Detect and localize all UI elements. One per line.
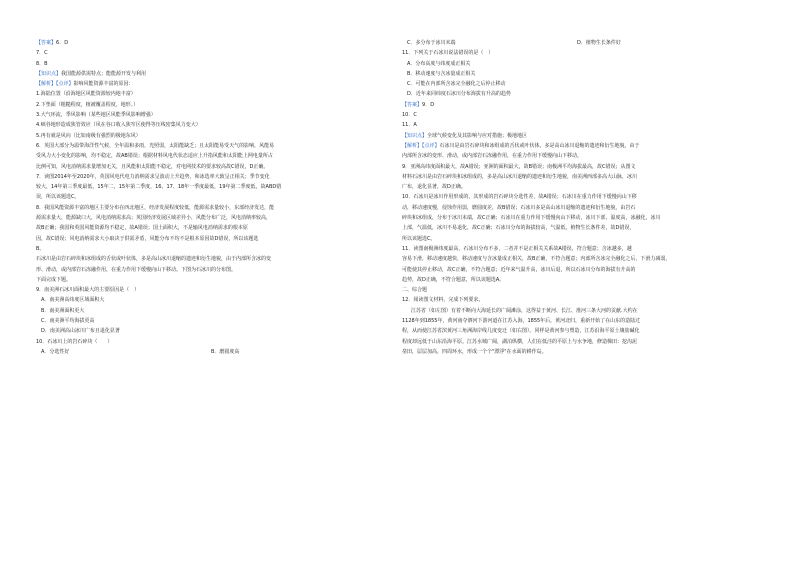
option-11d: D．近年来同纬度石冰川分布海拔有升高的趋势 (407, 91, 511, 98)
options-10-row-2 (402, 38, 757, 48)
text-line: 2.下垫面（粗糙程度，植被覆盖程度，地形。） (36, 101, 139, 108)
text-line: 材料石冰川是由岩石碎块和冰组成的，多是高山冰川退缩的遗迹和衍生地貌，南美洲西部多高大山脉，冰川 (402, 173, 638, 180)
option-11c: C．可能在内部所含冰完全融化之后停止移动 (407, 81, 506, 88)
text-line: 碎块和冰组成，分布于冰川末端，故C正确；石冰川在重力作用下缓慢向山下移动，冰川下部，温度高，冰融化，冰川 (402, 215, 661, 222)
answer-tag: 【答案】 (36, 40, 57, 46)
answer-line: 【答案】9．D (402, 101, 435, 108)
text-line: 趋势，故D正确，不符合题意，所以该题选A。 (402, 276, 505, 283)
analysis-line: 【解析】【点评】影响风能资源丰富的原因： (36, 81, 134, 88)
text-line: 4.峡谷地形造成狭管效应（风在谷口收入狭窄区使得等压线密集风力变大） (36, 122, 201, 129)
right-column (402, 38, 757, 357)
text-line: 6．英国大部分为温带海洋性气候，全年温和多雨，光照弱，太阳能缺乏；且太阳能易受天气的影响，风能易 (36, 142, 275, 149)
option-9d: D．南美洲高山冰川广布且退化显著 (41, 328, 120, 335)
text-line: 容易下滑，移动速度越快，移动速度与含冰量成正相关，故B正确，不符合题意；内部所含冰完全融化之后，下滑力减弱， (402, 256, 671, 263)
option-10c: C．多分布于冰川末端 (407, 40, 456, 46)
answer-line: 【答案】6．D (36, 40, 69, 46)
text-line: 5.再有就是风向（比如南极有强烈的极地东风） (36, 132, 141, 139)
passage-line: 程，从而使江苏省滨黄河三角洲海岸线几度变迁（如右图）。同样是黄河参与塑造，江苏沿海平原土壤盐碱化 (402, 328, 640, 335)
question-10: 10．石冰川上的岩石碎块（ ） (36, 338, 113, 345)
answer-tag: 【答案】 (402, 101, 423, 108)
text-line: 因，故C错误；风电消纳需求大小取决于供需矛盾，风能分布不均不是根本原因故D错误，所以该题选 (36, 235, 259, 242)
option-11b: B．移动速度与含冰量成正相关 (407, 70, 476, 77)
option-10a: A．分选性好 (41, 348, 70, 355)
text-line: 下面完成下题。 (36, 276, 72, 283)
text-line: B。 (36, 245, 45, 252)
text-line: 10．石冰川是冰川作用形成的，其形成的岩石碎块分选性差，故A错误；石冰川在重力作用下缓慢向山下移 (402, 194, 637, 201)
passage-line: 江苏省（如左图）有着不断向大海延长的广阔滩涂，这得益于黄河、长江、淮河三条大河的贡献.大约在 (411, 307, 638, 314)
text-line: 石冰川是由岩石碎块和冰组成的舌状或叶状体，多是高山冰川退缩的遗迹和衍生地貌，由于内部所含冰的变 (36, 256, 272, 263)
text-line: 7．读图2014年至2020年，英国风电代电力消纳需求呈波动上升趋势，和冰选率大致呈正相关；季节变化 (36, 173, 270, 180)
option-9c: C．南美洲平均海拔更高 (41, 318, 95, 325)
analysis-tag: 【解析】【点评】 (36, 81, 74, 88)
text-line: 较大，14年第三季度最低，15年二，15年第二季度，16、17、18年一季度最低，19年第二季度低，故ABD错 (36, 184, 282, 191)
text-line: 误，所以该题选C。 (36, 194, 80, 201)
knowledge-line: 【知识点】我国能源供需特点；能能源开发与利用 (36, 70, 147, 77)
passage-line: 垒田，层层加高，四周环水，形成一个个"漂浮"在水面的耕作岛。 (402, 348, 547, 355)
text-line: 内部所含冰的变形、滑动，或内部岩石冻融作用，在重力作用下缓慢向山下移动。 (402, 153, 583, 160)
question-9: 9．南美洲石冰川面积最大的主要原因是（ ） (36, 287, 140, 294)
analysis-line: 【解析】【点评】石冰川是由岩石碎块和冰组成的舌状或叶状体，多是高山冰川退缩的遗迹和衍生地貌，由于 (402, 142, 640, 149)
text-line: 3.大气环流，季风影响（某些地区风能季风影响增强） (36, 112, 156, 119)
text-line: 9．亚洲高纬度面积最大，故A错误；亚洲的面积最大，故B错误；南极洲平均海拔最高，故C错误；从图文 (402, 163, 636, 170)
text-line: 8．B (36, 60, 48, 67)
text-line: 受风力大小变化的影响，均不稳定，故AB错误；根据材料风电代状态适应上升指风能和太阳能上网电量所占 (36, 153, 273, 160)
text-line: 1.海陆位置（沿海地区风能资源较内地丰富） (36, 91, 136, 98)
option-9b: B．南美洲面积更大 (41, 307, 85, 314)
question-11: 11．下列关于石冰川说法错误的是（ ） (402, 50, 494, 57)
section-heading: 二、综合题 (402, 287, 428, 294)
text-line: 7．C (36, 50, 48, 57)
text-line: 11．A (402, 122, 417, 129)
text-line: 可能使其停止移动，故C正确，不符合题意；近年来气温升高，冰川后退，所以石冰川分布的海拔有升高的 (402, 266, 636, 273)
text-line: 广布，退化显著，故D正确。 (402, 184, 466, 191)
knowledge-tag: 【知识点】 (402, 132, 428, 139)
text-line: 故B正确；我国和英国风能资源均不稳定，故A错误；国土面积大，不是输风电消纳需求的根本原 (36, 225, 248, 232)
option-10b: B．磨圆度高 (211, 348, 240, 355)
option-11a: A．分布高度与纬度成正相关 (407, 60, 471, 67)
option-9a: A．南美洲高纬度区域面积大 (41, 297, 105, 304)
left-column (36, 38, 391, 357)
knowledge-line: 【知识点】全球气候变化及其影响与应对措施；极地地区 (402, 132, 528, 139)
text-line: 所以该题选C。 (402, 235, 436, 242)
passage-line: 1128年到1855年，黄河南夺泗河下游河道在江苏入海，1855年后，黄河北归，重新开始了在山东的造陆过 (402, 318, 641, 325)
text-line: 源需求量大，能源缺口大，风电消纳需求高；英国经济发展区域差异小，风能分布广泛，风电消纳率较高， (36, 215, 272, 222)
passage-line: 程度却远低于山东沿海平原。江苏水城广阔，湖泊纵横，人们在低洼的平原上与水争地，修造梯田：挖沟泥 (402, 338, 638, 345)
analysis-tag: 【解析】【点评】 (402, 142, 440, 149)
text-line: 动，移动速度慢，侵蚀作用弱，磨圆度差，故B错误；石冰川多是高山冰川退缩的遗迹和衍生地貌，由岩石 (402, 204, 636, 211)
text-line: 8．我国风能资源丰富的地区主要分布在西北地区，经济发展程度较低，能源需求量较小，东部经济发达，能 (36, 204, 275, 211)
question-12: 12．阅读图文材料，完成下列要求。 (402, 297, 484, 304)
text-line: 10．C (402, 112, 417, 119)
text-line: 11．读图南极洲纬度最高，石冰川分布不多，二者并不是正相关关系故A错误，符合题意；含冰越多，越 (402, 245, 632, 252)
option-10d: D．植物生长条件好 (577, 40, 621, 46)
options-10-row (36, 347, 391, 357)
text-line: 比例可知，风电消纳需求量增加无关，且风能和太阳能不稳定，对电网技术的要求较高故C错误，D正确。 (36, 163, 269, 170)
knowledge-tag: 【知识点】 (36, 70, 62, 77)
text-line: 形、滑动，或内部岩石冻融作用，在重力作用下缓慢向山下移动。下图为石冰川的分布图。 (36, 266, 237, 273)
text-line: 上部，气温低，冰川不易退化，故C正确；石冰川分布的海拔较高，气温低，植物生长条件差，故D错误， (402, 225, 635, 232)
